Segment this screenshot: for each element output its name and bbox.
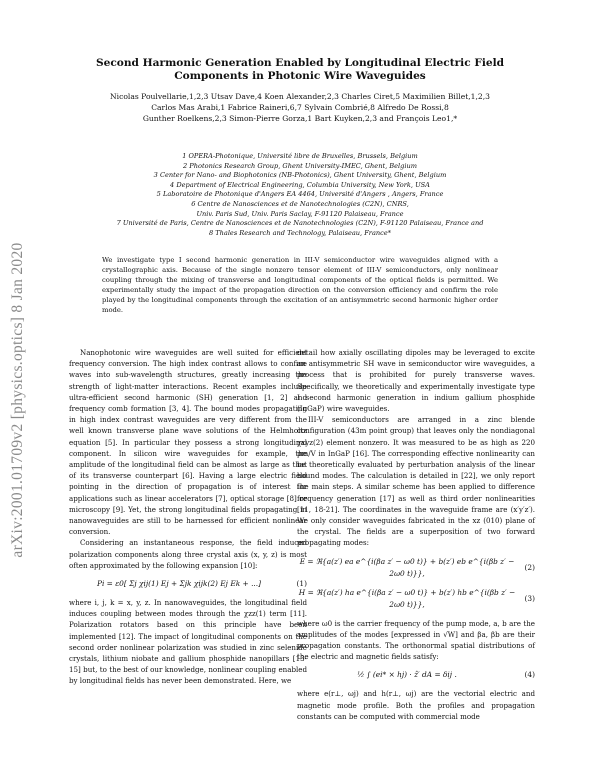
author-line: Nicolas Poulvellarie,1,2,3 Utsav Dave,4 Koen Alexander,2,3 Charles Ciret,5 Maximilien Billet,1,2,3: [110, 92, 490, 101]
equation-group: [297, 556, 535, 611]
equation-number: (3): [524, 593, 535, 603]
equation-body: Pi = ε0[ Σj χij(1) Ej + Σjk χijk(2) Ej Ek + ...]: [96, 579, 262, 589]
arxiv-stamp-text: arXiv:2001.01709v2 [physics.optics] 8 Jan 2020: [9, 242, 26, 558]
affiliation-line: 3 Center for Nano- and Biophotonics (NB-Photonics), Ghent University, Ghent, Belgium: [153, 171, 447, 180]
affiliation-line: 1 OPERA-Photonique, Université libre de Bruxelles, Brussels, Belgium: [182, 152, 418, 160]
equation-2: [297, 556, 535, 580]
author-line: Gunther Roelkens,2,3 Simon-Pierre Gorza,1 Bart Kuyken,2,3 and François Leo1,*: [142, 114, 458, 123]
paragraph: III-V semiconductors are arranged in a zinc blende configuration (43m point group) that leaves only the nondiagonal χxyz(2) element nonzero. It was measured to be as high as 220 pm/V in InGaP [16]. The corresponding effective nonlinearity can be theoretically evaluated by perturbation analysis of the linear bound modes. The calculation is detailed in [22], we only report the main steps. A similar scheme has been applied to difference frequency generation [17] as well as third order nonlinearities [11, 18-21]. The coordinates in the waveguide frame are (x′y′z′). We only consider waveguides fabricated in the xz (010) plane of the crystal. The fields are a superposition of two forward propagating modes:: [297, 415, 535, 548]
affiliation-line: 4 Department of Electrical Engineering, Columbia University, New York, USA: [170, 180, 430, 189]
affiliation-list: [70, 152, 530, 238]
equation-1: [69, 578, 307, 590]
abstract: We investigate type I second harmonic generation in III-V semiconductor wire waveguides aligned with a crystallographic axis. Because of the single nonzero tensor element of III-V semiconductors, only nonlinear coupling through the mixing of transverse and longitudinal components of the optical fields is permitted. We experimentally study the impact of the propagation direction on the conversion efficiency and confirm the role played by the longitudinal components through the excitation of an antisymmetric second harmonic higher order mode.: [102, 256, 498, 314]
paragraph: where ω0 is the carrier frequency of the pump mode, a, b are the amplitudes of the modes [expressed in √W] and βa, βb are their propagation constants. The orthonormal spatial distributions of the electric and magnetic fields satisfy:: [297, 618, 535, 662]
affiliation-line: 8 Thales Research and Technology, Palaiseau, France*: [208, 228, 392, 237]
affiliation-line: 6 Centre de Nanosciences et de Nanotechnologies (C2N), CNRS,: [191, 199, 409, 208]
equation-body: H = ℜ{a(z′) ha e^{i(βa z′ − ω0 t)} + b(z′) hb e^{i(βb z′ − 2ω0 t)}},: [298, 587, 516, 609]
paragraph: Considering an instantaneous response, the field induced polarization components along three crystal axis (x, y, z) is most often approximated by the following expansion [10]:: [69, 538, 307, 570]
affiliation-line: 5 Laboratoire de Photonique d'Angers EA 4464, Université d'Angers , Angers, France: [156, 190, 444, 199]
author-list: [70, 91, 530, 124]
equation-number: (1): [296, 579, 307, 589]
left-column: [69, 347, 307, 687]
right-column: [297, 347, 535, 722]
equation-3: [297, 587, 535, 611]
affiliation-line: 7 Université de Paris, Centre de Nanosciences et de Nanotechnologies (C2N), F-91120 Palaiseau, France and: [116, 219, 484, 228]
paragraph: where e(r⊥, ωj) and h(r⊥, ωj) are the vectorial electric and magnetic mode profile. Both the profiles and propagation constants can be computed with commercial mode: [297, 689, 535, 721]
equation-body: E = ℜ{a(z′) ea e^{i(βa z′ − ω0 t)} + b(z′) eb e^{i(βb z′ − 2ω0 t)}},: [299, 556, 515, 578]
paragraph: Nanophotonic wire waveguides are well suited for efficient frequency conversion. The high index contrast allows to confine waves into sub-wavelength structures, greatly increasing the strength of light-matter interactions. Recent examples include ultra-efficient second harmonic (SH) generation [1, 2] and frequency comb formation [3, 4]. The bound modes propagating in high index contrast waveguides are very different from the well known transverse plane wave solutions of the Helmholtz equation [5]. In particular they possess a strong longitudinal component. In silicon wire waveguides for example, the amplitude of the longitudinal field can be almost as large as that of its transverse counterpart [6]. Having a large electric field pointing in the direction of propagation is of interest for applications such as linear accelerators [7], optical storage [8] or microscopy [9]. Yet, the strong longitudinal fields propagating in nanowaveguides are still to be harnessed for efficient nonlinear conversion.: [69, 348, 307, 537]
affiliation-line: 2 Photonics Research Group, Ghent University-IMEC, Ghent, Belgium: [183, 161, 417, 170]
equation-number: (4): [524, 670, 535, 680]
equation-4: [297, 669, 535, 681]
author-line: Carlos Mas Arabi,1 Fabrice Raineri,6,7 Sylvain Combrié,8 Alfredo De Rossi,8: [151, 103, 449, 112]
arxiv-stamp: [6, 180, 30, 620]
affiliation-line: Univ. Paris Sud, Univ. Paris Saclay, F-91120 Palaiseau, France: [196, 209, 404, 218]
equation-body: ½ ∫ (ei* × hj) · ẑ′ dA = δij .: [357, 670, 457, 680]
paper-title: Second Harmonic Generation Enabled by Longitudinal Electric Field Components in Photonic Wire Waveguides: [95, 57, 505, 82]
paragraph: where i, j, k = x, y, z. In nanowaveguides, the longitudinal field induces coupling between modes through the χzz(1) term [11]. Polarization rotators based on this principle have been implemented [12]. The impact of longitudinal components on the second order nonlinear polarization was studied in zinc selenide crystals, lithium niobate and gallium phosphide nanopillars [13-15] but, to the best of our knowledge, nonlinear coupling enabled by longitudinal fields has never been demonstrated. Here, we: [69, 598, 307, 686]
paragraph: detail how axially oscillating dipoles may be leveraged to excite an antisymmetric SH wave in semiconductor wire waveguides, a process that is prohibited for purely transverse waves. Specifically, we theoretically and experimentally investigate type I second harmonic generation in indium gallium phosphide (InGaP) wire waveguides.: [297, 348, 535, 414]
equation-number: (2): [524, 562, 535, 572]
